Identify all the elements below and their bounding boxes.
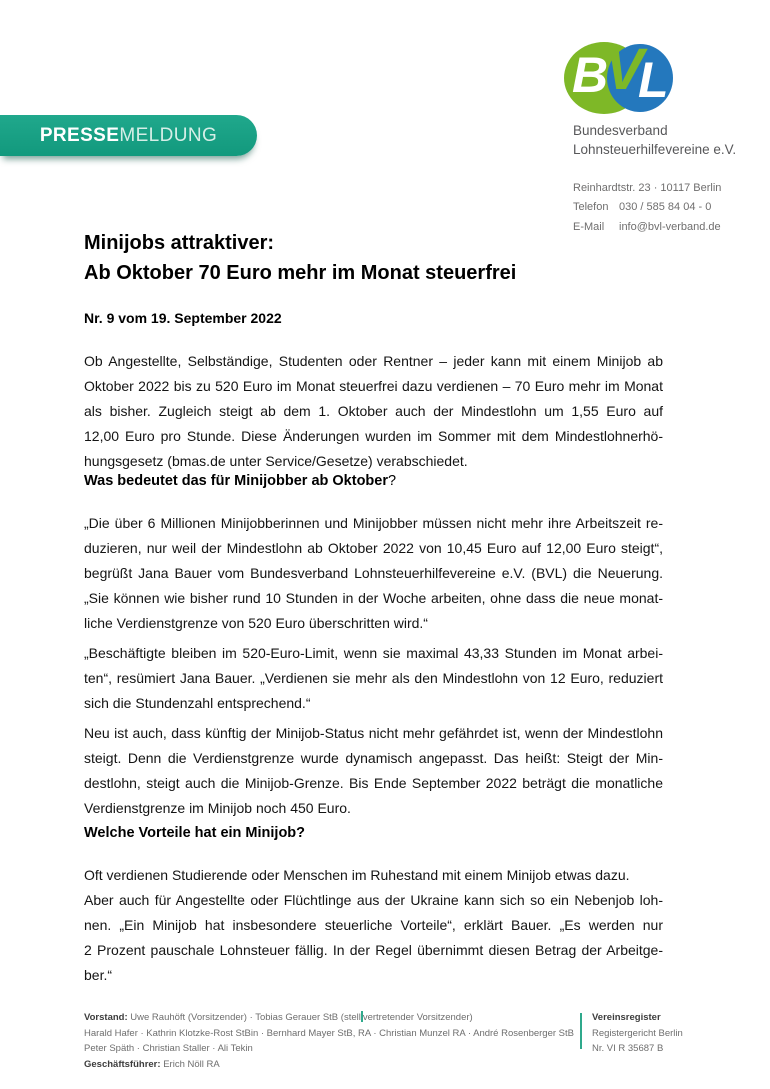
register-number: Nr. VI R 35687 B <box>592 1043 664 1054</box>
register-court: Registergericht Berlin <box>592 1027 683 1039</box>
paragraph-1 <box>84 349 663 474</box>
address-line: Reinhardtstr. 23 · 10117 Berlin <box>573 182 722 194</box>
email-label: E-Mail <box>573 220 605 233</box>
section-heading-1 <box>84 469 663 494</box>
title-line1: Minijobs attraktiver: <box>84 232 275 254</box>
footer-register-block <box>592 1010 683 1057</box>
paragraph-2 <box>84 511 663 636</box>
email-address: info@bvl-verband.de <box>619 220 721 233</box>
text-line: hungsgesetz (bmas.de unter Service/Gesetze) verabschiedet. <box>84 453 468 469</box>
banner-label-light: MELDUNG <box>119 124 218 146</box>
text-line: destlohn, steigt auch die Minijob-Grenze. Bis Ende September 2022 beträgt die monatliche <box>84 775 663 791</box>
footer-line-vorstand <box>84 1010 564 1026</box>
logo-letter-v: V <box>605 37 644 102</box>
footer-line-members-2: Peter Späth · Christian Staller · Ali Tekin <box>84 1043 253 1054</box>
text-line: Aber auch für Angestellte oder Flüchtlinge aus der Ukraine kann sich so ein Nebenjob loh- <box>84 892 663 908</box>
footer-line-members-1: Harald Hafer · Kathrin Klotzke-Rost StBin · Bernhard Mayer StB, RA · Christian Munzel RA · André Rosenberger StB <box>84 1027 574 1039</box>
text-line: „Die über 6 Millionen Minijobberinnen und Minijobber müssen nicht mehr ihre Arbeitszeit re- <box>84 515 663 531</box>
text-line: ber.“ <box>84 967 113 983</box>
phone-label: Telefon <box>573 201 609 214</box>
text-line: Ob Angestellte, Selbständige, Studenten oder Rentner – jeder kann mit einem Minijob ab <box>84 353 663 369</box>
logo-letter-b: B <box>572 47 609 103</box>
footer-divider-line <box>580 1013 582 1049</box>
paragraph-5 <box>84 863 663 988</box>
text-line: Neu ist auch, dass künftig der Minijob-Status nicht mehr gefährdet ist, wenn der Mindestlohn <box>84 725 663 741</box>
text-line: Oktober 2022 bis zu 520 Euro im Monat steuerfrei dazu verdienen – 70 Euro mehr im Monat <box>84 378 663 394</box>
text-line: duzieren, nur weil der Mindestlohn ab Oktober 2022 von 10,45 Euro auf 12,00 Euro steigt“, <box>84 540 663 556</box>
text-line: 2 Prozent pauschale Lohnsteuer fällig. In der Regel übernimmt diesen Betrag der Arbeitge- <box>84 942 663 958</box>
organization-name <box>573 121 736 159</box>
release-number-date: Nr. 9 vom 19. September 2022 <box>84 310 282 326</box>
banner-label-bold: PRESSE <box>39 124 120 146</box>
pressemeldung-banner <box>0 115 257 156</box>
text-line: liche Verdienstgrenze von 520 Euro überschritten wird.“ <box>84 615 428 631</box>
text-line: Verdienstgrenze im Minijob noch 450 Euro. <box>84 800 351 816</box>
register-header-text: Vereinsregister <box>592 1012 661 1023</box>
text-line: begrüßt Jana Bauer vom Bundesverband Lohnsteuerhilfevereine e.V. (BVL) die Neuerung. <box>84 565 663 581</box>
footer-board-block <box>84 1010 574 1072</box>
org-line2: Lohnsteuerhilfevereine e.V. <box>573 142 737 157</box>
vorstand-label: Vorstand: <box>84 1012 128 1023</box>
org-line1: Bundesverband <box>573 123 668 138</box>
phone-line <box>573 198 721 217</box>
article-title <box>84 228 684 288</box>
text-line: nen. „Ein Minijob hat insbesondere steuerliche Vorteile“, erklärt Bauer. „Es werden nur <box>84 917 663 933</box>
text-line: ten“, resümiert Jana Bauer. „Verdienen sie mehr als den Mindestlohn von 12 Euro, reduziert <box>84 670 663 686</box>
heading1-bold: Was bedeutet das für Minijobber ab Oktober <box>84 473 388 489</box>
heading1-question-mark: ? <box>388 473 397 489</box>
vorstand-names-post: vertretender Vorsitzender) <box>362 1012 473 1023</box>
text-line: 12,00 Euro pro Stunde. Diese Änderungen wurden im Sommer mit dem Mindestlohnerhö- <box>84 428 663 444</box>
paragraph-4 <box>84 721 663 821</box>
phone-number: 030 / 585 84 04 - 0 <box>619 201 712 214</box>
bvl-logo <box>560 36 760 166</box>
text-line: „Beschäftigte bleiben im 520-Euro-Limit, wenn sie maximal 43,33 Stunden im Monat arbei- <box>84 645 663 661</box>
register-header <box>592 1010 683 1026</box>
text-line: steigt. Denn die Verdienstgrenze wurde dynamisch angepasst. Das heißt: Steigt der Min- <box>84 750 663 766</box>
footer-line-geschaeftsfuehrer <box>84 1057 564 1073</box>
section-heading-2: Welche Vorteile hat ein Minijob? <box>84 825 306 841</box>
text-line: „Sie können wie bisher rund 10 Stunden in der Woche arbeiten, ohne dass die neue monat- <box>84 590 663 606</box>
logo-letter-l: L <box>638 52 669 108</box>
title-line2: Ab Oktober 70 Euro mehr im Monat steuerfrei <box>84 262 517 284</box>
geschaeftsfuehrer-name: Erich Nöll RA <box>160 1058 220 1070</box>
text-line: als bisher. Zugleich steigt ab dem 1. Oktober auch der Mindestlohn um 1,55 Euro auf <box>84 403 663 419</box>
geschaeftsfuehrer-label: Geschäftsführer: <box>84 1058 161 1070</box>
vorstand-names-pre: Uwe Rauhöft (Vorsitzender) · Tobias Gerauer StB (stell <box>127 1012 361 1023</box>
paragraph-3 <box>84 641 663 716</box>
text-line: sich die Stundenzahl entsprechend.“ <box>84 695 311 711</box>
text-line: Oft verdienen Studierende oder Menschen im Ruhestand mit einem Minijob etwas dazu. <box>84 867 630 883</box>
